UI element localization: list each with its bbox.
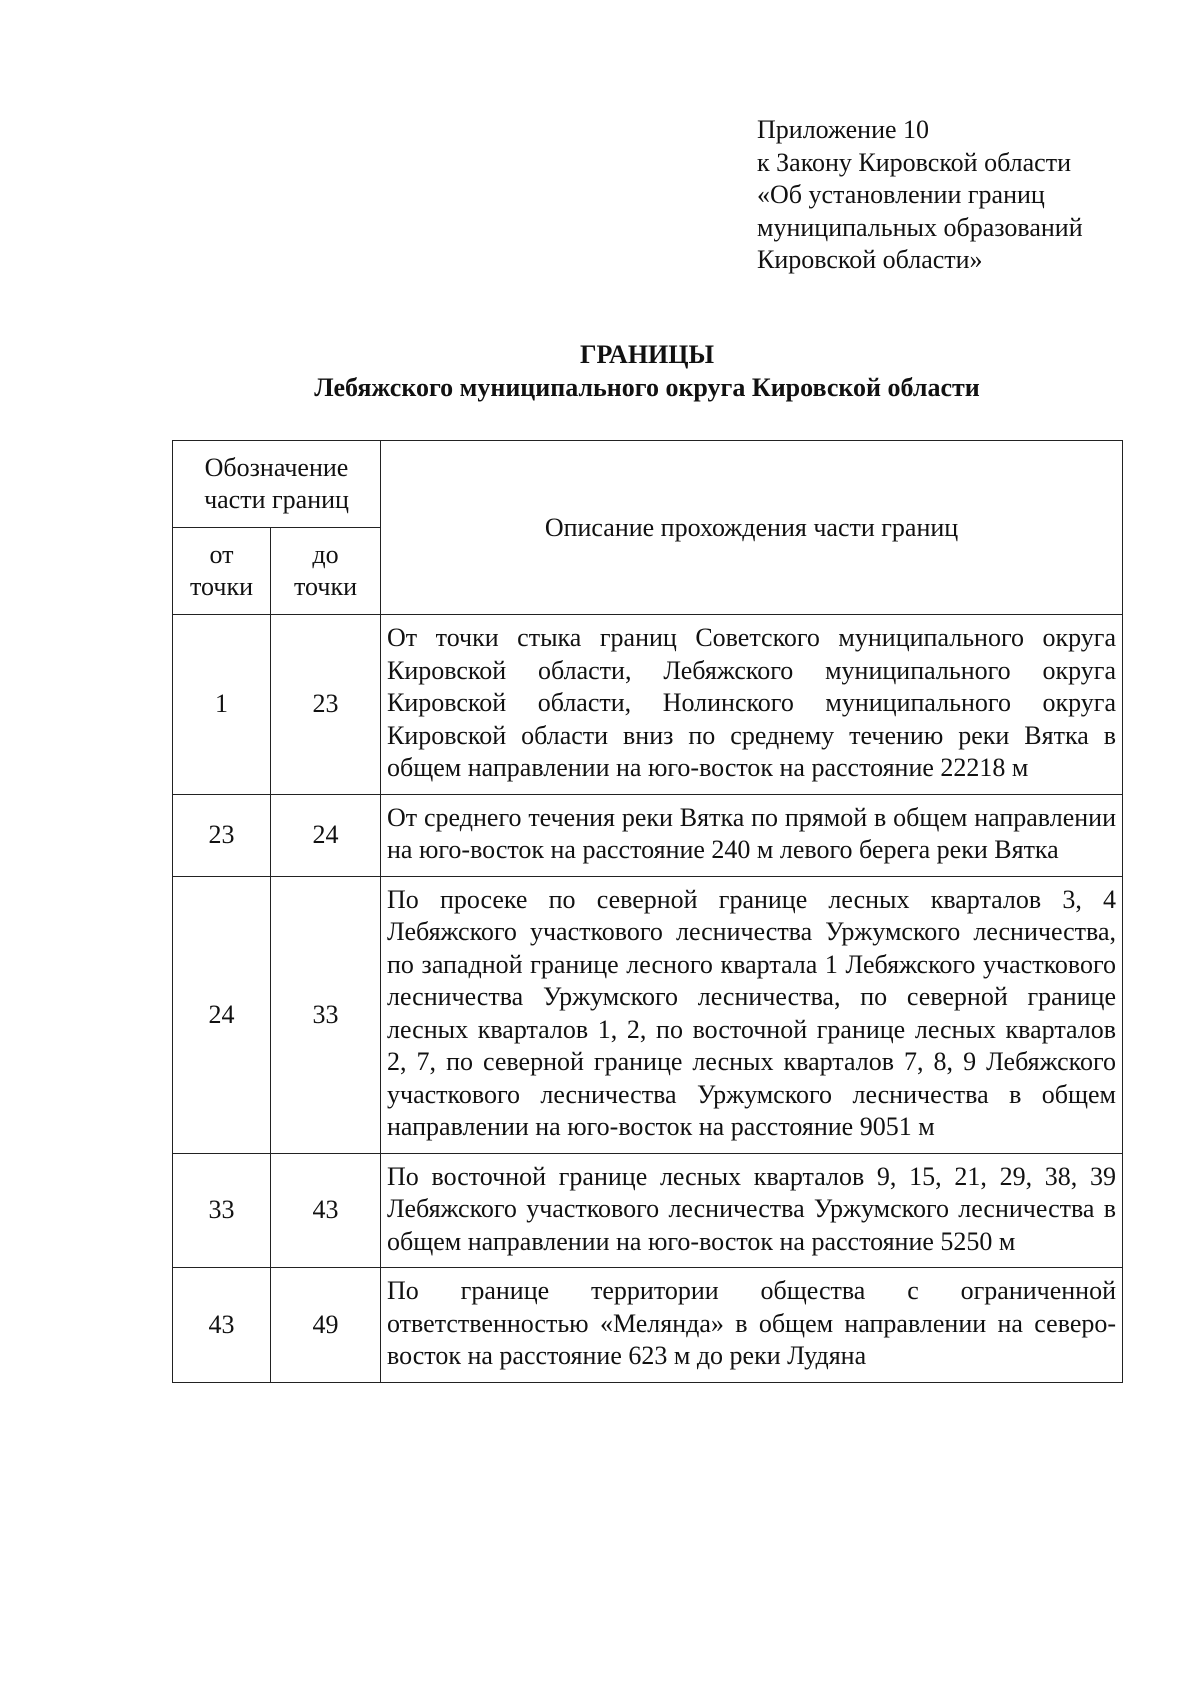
from-point-cell: 24 xyxy=(173,876,271,1153)
from-point-cell: 1 xyxy=(173,615,271,795)
header-description: Описание прохождения части границ xyxy=(381,441,1123,615)
document-title: ГРАНИЦЫ xyxy=(579,340,715,369)
header-group-line: части границ xyxy=(204,485,349,514)
header-to-point xyxy=(271,528,381,615)
appendix-line: муниципальных образований xyxy=(757,212,1083,242)
to-point-cell: 49 xyxy=(271,1268,381,1383)
from-point-cell: 33 xyxy=(173,1153,271,1268)
header-from-point xyxy=(173,528,271,615)
to-point-cell: 33 xyxy=(271,876,381,1153)
description-cell: От точки стыка границ Советского муниципального округа Кировской области, Лебяжского муниципального округа Кировской области, Нолинского муниципального округа Кировской области вниз по среднему течению реки Вятка в общем направлении на юго-восток на расстояние 22218 м xyxy=(381,615,1123,795)
to-point-cell: 24 xyxy=(271,794,381,876)
table-row xyxy=(173,876,1123,1153)
header-to-line: точки xyxy=(294,572,357,601)
from-point-cell: 23 xyxy=(173,794,271,876)
table-row xyxy=(173,1153,1123,1268)
to-point-cell: 43 xyxy=(271,1153,381,1268)
header-boundary-designation xyxy=(173,441,381,528)
description-cell: По границе территории общества с ограниченной ответственностью «Мелянда» в общем направлении на северо-восток на расстояние 623 м до реки Лудяна xyxy=(381,1268,1123,1383)
from-point-cell: 43 xyxy=(173,1268,271,1383)
appendix-block xyxy=(757,114,1083,277)
table-header-row xyxy=(173,441,1123,528)
description-cell: По восточной границе лесных кварталов 9, 15, 21, 29, 38, 39 Лебяжского участкового лесничества Уржумского лесничества в общем направлении на юго-восток на расстояние 5250 м xyxy=(381,1153,1123,1268)
to-point-cell: 23 xyxy=(271,615,381,795)
header-to-line: до xyxy=(312,540,339,569)
table-row xyxy=(173,794,1123,876)
description-cell: По просеке по северной границе лесных кварталов 3, 4 Лебяжского участкового лесничества Уржумского лесничества, по западной границе лесного квартала 1 Лебяжского участкового лесничества Уржумского лесничества, по северной границе лесных кварталов 1, 2, по восточной границе лесных кварталов 2, 7, по северной границе лесных кварталов 7, 8, 9 Лебяжского участкового лесничества Уржумского лесничества в общем направлении на юго-восток на расстояние 9051 м xyxy=(381,876,1123,1153)
description-cell: От среднего течения реки Вятка по прямой в общем направлении на юго-восток на расстояние 240 м левого берега реки Вятка xyxy=(381,794,1123,876)
appendix-line: «Об установлении границ xyxy=(757,180,1045,209)
header-group-line: Обозначение xyxy=(204,453,349,482)
appendix-line: Приложение 10 xyxy=(757,115,930,144)
appendix-line: Кировской области» xyxy=(757,245,983,274)
boundary-table xyxy=(172,440,1123,1383)
table-row xyxy=(173,615,1123,795)
table-row xyxy=(173,1268,1123,1383)
document-subtitle: Лебяжского муниципального округа Кировской области xyxy=(314,373,980,402)
appendix-line: к Закону Кировской области xyxy=(757,147,1071,177)
header-from-line: от xyxy=(209,540,234,569)
header-from-line: точки xyxy=(190,572,253,601)
